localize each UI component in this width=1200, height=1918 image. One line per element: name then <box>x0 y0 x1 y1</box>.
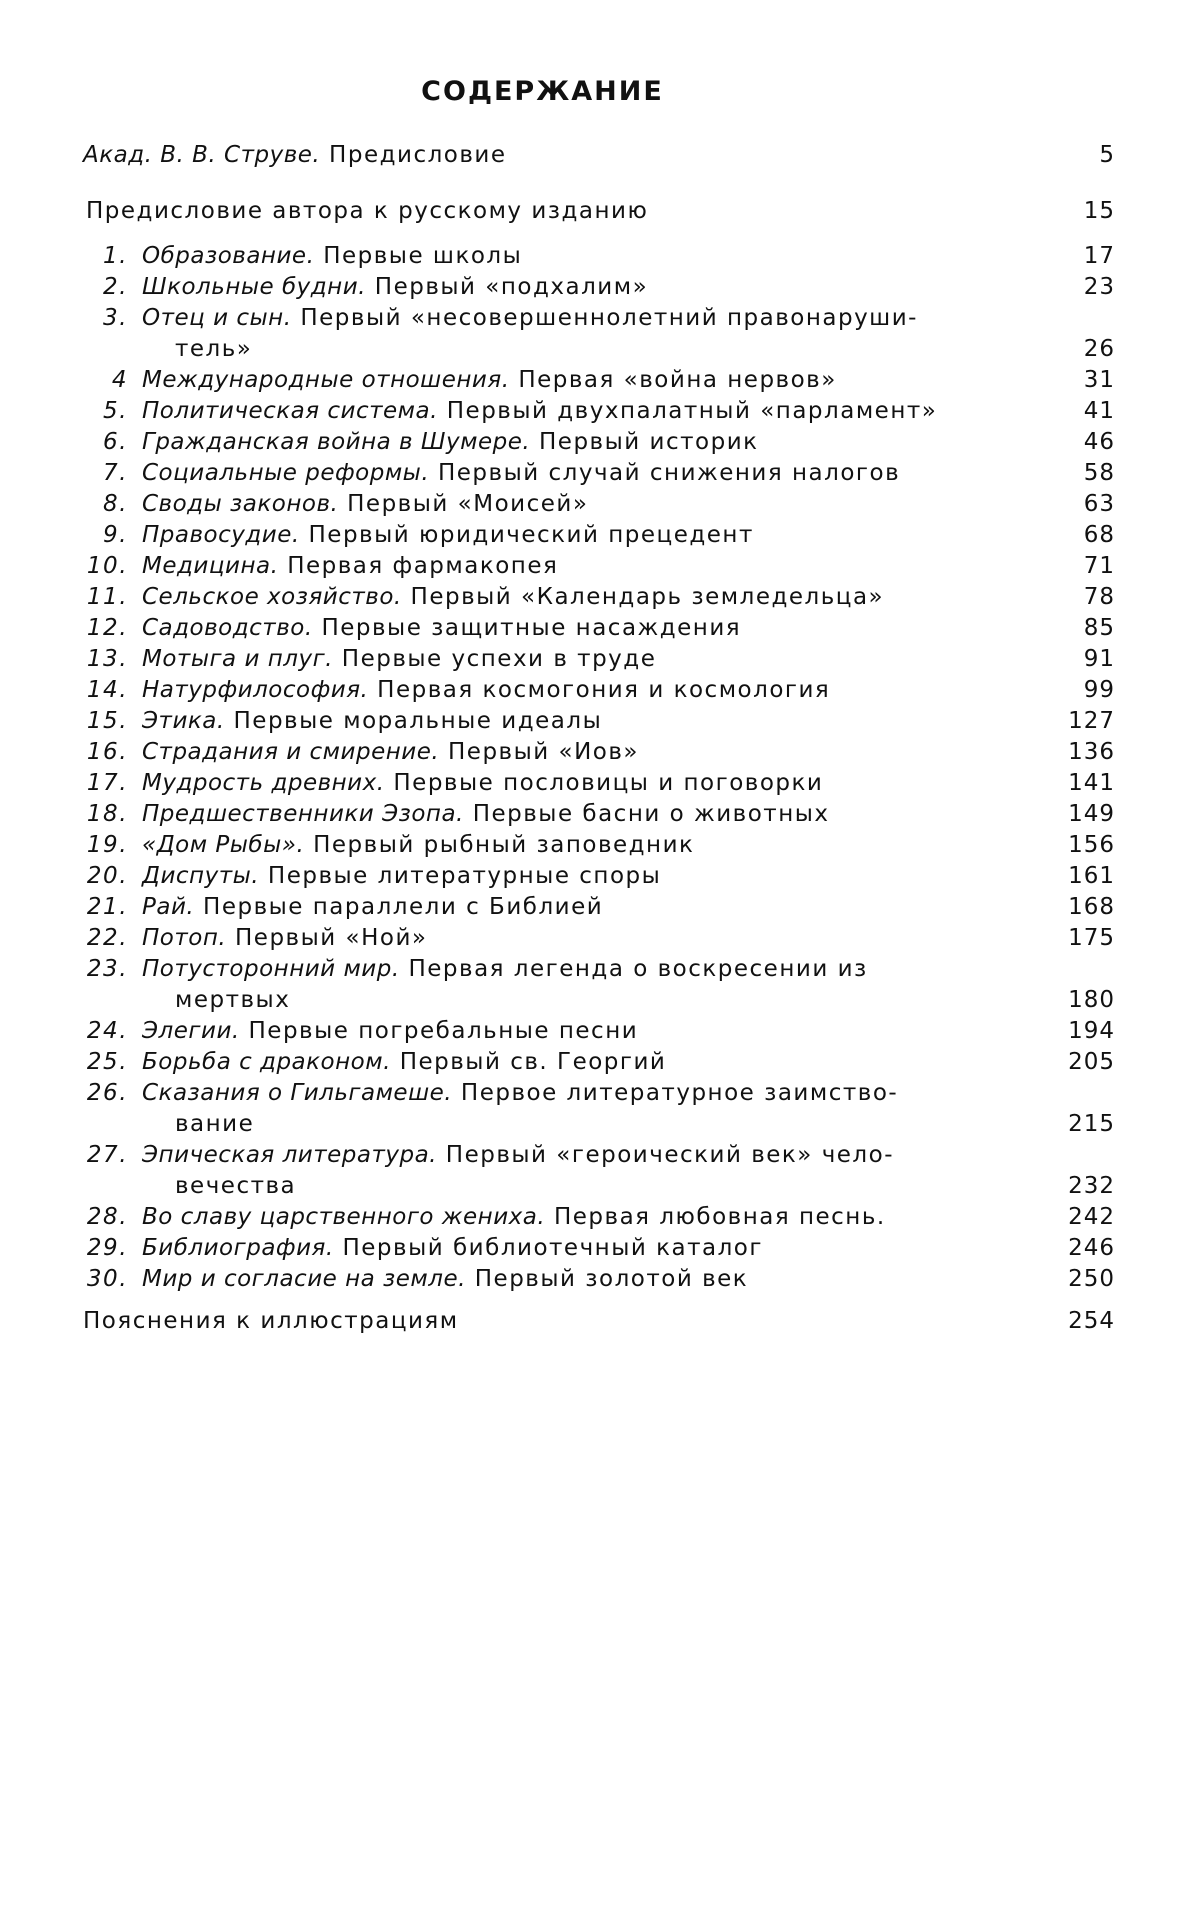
toc-chapter-line <box>142 923 427 954</box>
toc-page-number: 71 <box>1083 553 1115 579</box>
toc-page-number: 5 <box>1099 142 1115 168</box>
toc-chapter-line <box>142 1078 898 1109</box>
toc-chapter-topic: Натурфилософия. <box>142 677 369 703</box>
toc-chapter-line <box>142 768 823 799</box>
toc-entry-text: Пояснения к иллюстрациям <box>83 1308 459 1334</box>
toc-entry-chapter <box>0 706 1030 737</box>
toc-chapter-topic: Сельское хозяйство. <box>142 584 402 610</box>
toc-entry-chapter <box>0 396 1030 427</box>
toc-chapter-line <box>142 892 603 923</box>
toc-chapter-text: Первые школы <box>323 243 523 269</box>
toc-chapter-continuation: вание <box>175 1111 255 1137</box>
toc-page-number: 246 <box>1068 1235 1115 1261</box>
toc-chapter-text: Первый юридический прецедент <box>308 522 754 548</box>
toc-page-number: 127 <box>1068 708 1115 734</box>
toc-chapter-topic: Элегии. <box>142 1018 240 1044</box>
toc-chapter-number: 20. <box>86 863 128 889</box>
toc-chapter-text: Первые пословицы и поговорки <box>393 770 824 796</box>
toc-chapter-line <box>142 1233 763 1264</box>
toc-chapter-line <box>142 675 830 706</box>
toc-entry-preface-author <box>86 196 648 227</box>
toc-chapter-topic: Предшественники Эзопа. <box>142 801 464 827</box>
toc-chapter-number: 5. <box>103 398 128 424</box>
toc-chapter-text: Первый «Календарь земледельца» <box>410 584 885 610</box>
toc-chapter-text: Первый золотой век <box>474 1266 749 1292</box>
toc-page-number: 31 <box>1083 367 1115 393</box>
toc-chapter-line <box>142 830 694 861</box>
toc-entry-preface-struve <box>83 140 507 171</box>
toc-chapter-line <box>142 706 602 737</box>
toc-page-number: 46 <box>1083 429 1115 455</box>
toc-entry-chapter <box>0 644 1030 675</box>
toc-chapter-continuation: тель» <box>175 336 253 362</box>
toc-chapter-topic: Потоп. <box>142 925 227 951</box>
toc-page-number: 41 <box>1083 398 1115 424</box>
toc-entry-chapter <box>0 520 1030 551</box>
toc-page-number: 17 <box>1083 243 1115 269</box>
toc-chapter-line <box>142 799 830 830</box>
toc-entry-chapter <box>0 675 1030 706</box>
toc-entry-chapter <box>0 954 1030 1016</box>
toc-chapter-number: 13. <box>86 646 128 672</box>
toc-chapter-number: 12. <box>86 615 128 641</box>
toc-chapter-line <box>142 489 588 520</box>
toc-chapter-line <box>142 1202 886 1233</box>
toc-chapter-topic: Этика. <box>142 708 225 734</box>
toc-chapter-text: Первый «подхалим» <box>374 274 649 300</box>
toc-chapter-number: 6. <box>103 429 128 455</box>
toc-chapter-topic: «Дом Рыбы». <box>142 832 305 858</box>
toc-chapter-continuation: вечества <box>175 1173 297 1199</box>
toc-chapter-number: 18. <box>86 801 128 827</box>
toc-chapter-continuation: мертвых <box>175 987 291 1013</box>
toc-chapter-text: Первый «героический век» чело- <box>445 1142 894 1168</box>
toc-page-number: 63 <box>1083 491 1115 517</box>
toc-chapter-topic: Образование. <box>142 243 315 269</box>
toc-chapter-topic: Во славу царственного жениха. <box>142 1204 546 1230</box>
toc-chapter-topic: Гражданская война в Шумере. <box>142 429 531 455</box>
page-title: СОДЕРЖАНИЕ <box>421 76 664 107</box>
toc-chapter-topic: Эпическая литература. <box>142 1142 437 1168</box>
toc-chapter-line <box>142 551 558 582</box>
toc-chapter-line <box>142 613 741 644</box>
toc-entry-chapter <box>0 489 1030 520</box>
toc-page-number: 161 <box>1068 863 1115 889</box>
toc-entry-chapter <box>0 1264 1030 1295</box>
toc-chapter-number: 23. <box>86 956 128 982</box>
toc-chapter-topic: Садоводство. <box>142 615 313 641</box>
toc-chapter-number: 11. <box>86 584 128 610</box>
toc-entry-chapter <box>0 737 1030 768</box>
toc-chapter-topic: Потусторонний мир. <box>142 956 400 982</box>
toc-chapter-number: 10. <box>86 553 128 579</box>
toc-chapter-text: Первая легенда о воскресении из <box>408 956 868 982</box>
toc-chapter-number: 27. <box>86 1142 128 1168</box>
toc-entry-topic: Акад. В. В. Струве. <box>83 142 321 168</box>
toc-chapter-line <box>142 303 918 334</box>
toc-page-number: 26 <box>1083 336 1115 362</box>
toc-chapter-line <box>142 1140 894 1171</box>
toc-chapter-text: Первая «война нервов» <box>518 367 837 393</box>
toc-page-number: 205 <box>1068 1049 1115 1075</box>
toc-chapter-number: 17. <box>86 770 128 796</box>
toc-chapter-number: 19. <box>86 832 128 858</box>
toc-chapter-topic: Мир и согласие на земле. <box>142 1266 466 1292</box>
toc-entry-chapter <box>0 303 1030 365</box>
toc-chapter-topic: Сказания о Гильгамеше. <box>142 1080 453 1106</box>
toc-page-number: 215 <box>1068 1111 1115 1137</box>
toc-chapter-topic: Медицина. <box>142 553 279 579</box>
toc-page-number: 15 <box>1083 198 1115 224</box>
toc-chapter-line <box>142 1016 638 1047</box>
toc-chapter-number: 3. <box>103 305 128 331</box>
toc-page-number: 149 <box>1068 801 1115 827</box>
toc-entry-chapter <box>0 768 1030 799</box>
toc-chapter-topic: Отец и сын. <box>142 305 292 331</box>
toc-chapter-topic: Мотыга и плуг. <box>142 646 333 672</box>
toc-chapter-topic: Международные отношения. <box>142 367 510 393</box>
toc-entry-chapter <box>0 1047 1030 1078</box>
toc-chapter-number: 2. <box>103 274 128 300</box>
toc-entry-chapter <box>0 1202 1030 1233</box>
toc-chapter-text: Первые моральные идеалы <box>233 708 603 734</box>
toc-chapter-topic: Рай. <box>142 894 195 920</box>
toc-chapter-number: 7. <box>103 460 128 486</box>
toc-page-number: 85 <box>1083 615 1115 641</box>
toc-chapter-topic: Борьба с драконом. <box>142 1049 391 1075</box>
toc-chapter-number: 24. <box>86 1018 128 1044</box>
toc-chapter-number: 8. <box>103 491 128 517</box>
toc-chapter-number: 15. <box>86 708 128 734</box>
toc-entry-chapter <box>0 799 1030 830</box>
toc-page-number: 242 <box>1068 1204 1115 1230</box>
toc-entry-chapter <box>0 861 1030 892</box>
toc-chapter-line <box>142 520 754 551</box>
toc-chapter-number: 22. <box>86 925 128 951</box>
toc-entry-chapter <box>0 1140 1030 1202</box>
toc-chapter-line <box>142 1264 748 1295</box>
toc-chapter-text: Первые защитные насаждения <box>321 615 742 641</box>
toc-chapter-line <box>142 861 661 892</box>
toc-chapter-number: 9. <box>103 522 128 548</box>
toc-entry-chapter <box>0 241 1030 272</box>
toc-chapter-text: Первые погребальные песни <box>248 1018 639 1044</box>
toc-page-number: 58 <box>1083 460 1115 486</box>
toc-page-number: 254 <box>1068 1308 1115 1334</box>
toc-chapter-text: Первая космогония и космология <box>377 677 831 703</box>
toc-chapter-text: Первый св. Георгий <box>399 1049 667 1075</box>
toc-chapter-topic: Библиография. <box>142 1235 334 1261</box>
toc-chapter-text: Первые успехи в труде <box>341 646 657 672</box>
toc-chapter-line <box>142 458 900 489</box>
toc-chapter-text: Первый «Моисей» <box>347 491 589 517</box>
toc-page-number: 175 <box>1068 925 1115 951</box>
toc-chapter-number: 28. <box>86 1204 128 1230</box>
toc-chapter-topic: Школьные будни. <box>142 274 366 300</box>
toc-chapter-text: Первый «Иов» <box>448 739 639 765</box>
toc-chapter-topic: Мудрость древних. <box>142 770 385 796</box>
toc-chapter-number: 1. <box>103 243 128 269</box>
toc-chapter-text: Первый двухпалатный «парламент» <box>446 398 938 424</box>
toc-entry-chapter <box>0 1233 1030 1264</box>
toc-chapter-line <box>142 272 648 303</box>
toc-chapter-line <box>142 396 937 427</box>
toc-chapter-line <box>142 582 884 613</box>
toc-chapter-topic: Правосудие. <box>142 522 300 548</box>
toc-page-number: 232 <box>1068 1173 1115 1199</box>
toc-chapter-text: Первый рыбный заповедник <box>313 832 695 858</box>
toc-page-number: 78 <box>1083 584 1115 610</box>
toc-chapter-text: Первый «несовершеннолетний правонаруши- <box>300 305 918 331</box>
toc-page-number: 141 <box>1068 770 1115 796</box>
toc-entry-chapter <box>0 1078 1030 1140</box>
toc-page-number: 194 <box>1068 1018 1115 1044</box>
toc-chapter-text: Первый случай снижения налогов <box>437 460 901 486</box>
toc-chapter-number: 26. <box>86 1080 128 1106</box>
toc-entry-text: Предисловие автора к русскому изданию <box>86 198 649 224</box>
toc-chapter-number: 16. <box>86 739 128 765</box>
toc-chapter-topic: Страдания и смирение. <box>142 739 440 765</box>
toc-entry-chapter <box>0 892 1030 923</box>
toc-chapter-line <box>142 241 522 272</box>
toc-entry-illustrations <box>83 1306 459 1337</box>
toc-page-number: 91 <box>1083 646 1115 672</box>
toc-entry-chapter <box>0 830 1030 861</box>
toc-chapter-line <box>142 737 639 768</box>
toc-chapter-number: 30. <box>86 1266 128 1292</box>
toc-chapter-text: Первое литературное заимство- <box>460 1080 899 1106</box>
toc-page-number: 68 <box>1083 522 1115 548</box>
toc-chapter-number: 4 <box>111 367 128 393</box>
toc-entry-chapter <box>0 458 1030 489</box>
toc-chapter-line <box>142 1047 666 1078</box>
toc-chapter-topic: Диспуты. <box>142 863 260 889</box>
toc-page-number: 168 <box>1068 894 1115 920</box>
toc-chapter-line <box>142 644 656 675</box>
toc-chapter-text: Первый историк <box>539 429 759 455</box>
toc-chapter-number: 14. <box>86 677 128 703</box>
toc-page-number: 180 <box>1068 987 1115 1013</box>
toc-entry-chapter <box>0 582 1030 613</box>
toc-page-number: 156 <box>1068 832 1115 858</box>
toc-chapter-line <box>142 365 837 396</box>
toc-chapter-topic: Своды законов. <box>142 491 339 517</box>
toc-entry-chapter <box>0 272 1030 303</box>
toc-page-number: 250 <box>1068 1266 1115 1292</box>
toc-entry-chapter <box>0 1016 1030 1047</box>
toc-page-number: 99 <box>1083 677 1115 703</box>
toc-entry-chapter <box>0 613 1030 644</box>
toc-entry-text: Предисловие <box>329 142 507 168</box>
toc-chapter-line <box>142 954 868 985</box>
toc-chapter-text: Первые параллели с Библией <box>203 894 604 920</box>
toc-chapter-text: Первая любовная песнь. <box>553 1204 886 1230</box>
toc-chapter-text: Первые литературные споры <box>267 863 662 889</box>
toc-chapter-text: Первая фармакопея <box>287 553 559 579</box>
toc-chapter-number: 29. <box>86 1235 128 1261</box>
toc-entry-chapter <box>0 551 1030 582</box>
toc-entry-chapter <box>0 365 1030 396</box>
toc-chapter-topic: Политическая система. <box>142 398 438 424</box>
toc-chapter-number: 25. <box>86 1049 128 1075</box>
toc-chapter-text: Первые басни о животных <box>472 801 830 827</box>
toc-page-number: 136 <box>1068 739 1115 765</box>
toc-chapter-topic: Социальные реформы. <box>142 460 430 486</box>
toc-chapter-number: 21. <box>86 894 128 920</box>
toc-entry-chapter <box>0 923 1030 954</box>
toc-chapter-text: Первый библиотечный каталог <box>342 1235 763 1261</box>
toc-chapter-text: Первый «Ной» <box>235 925 428 951</box>
toc-entry-chapter <box>0 427 1030 458</box>
toc-chapter-line <box>142 427 759 458</box>
toc-page-number: 23 <box>1083 274 1115 300</box>
